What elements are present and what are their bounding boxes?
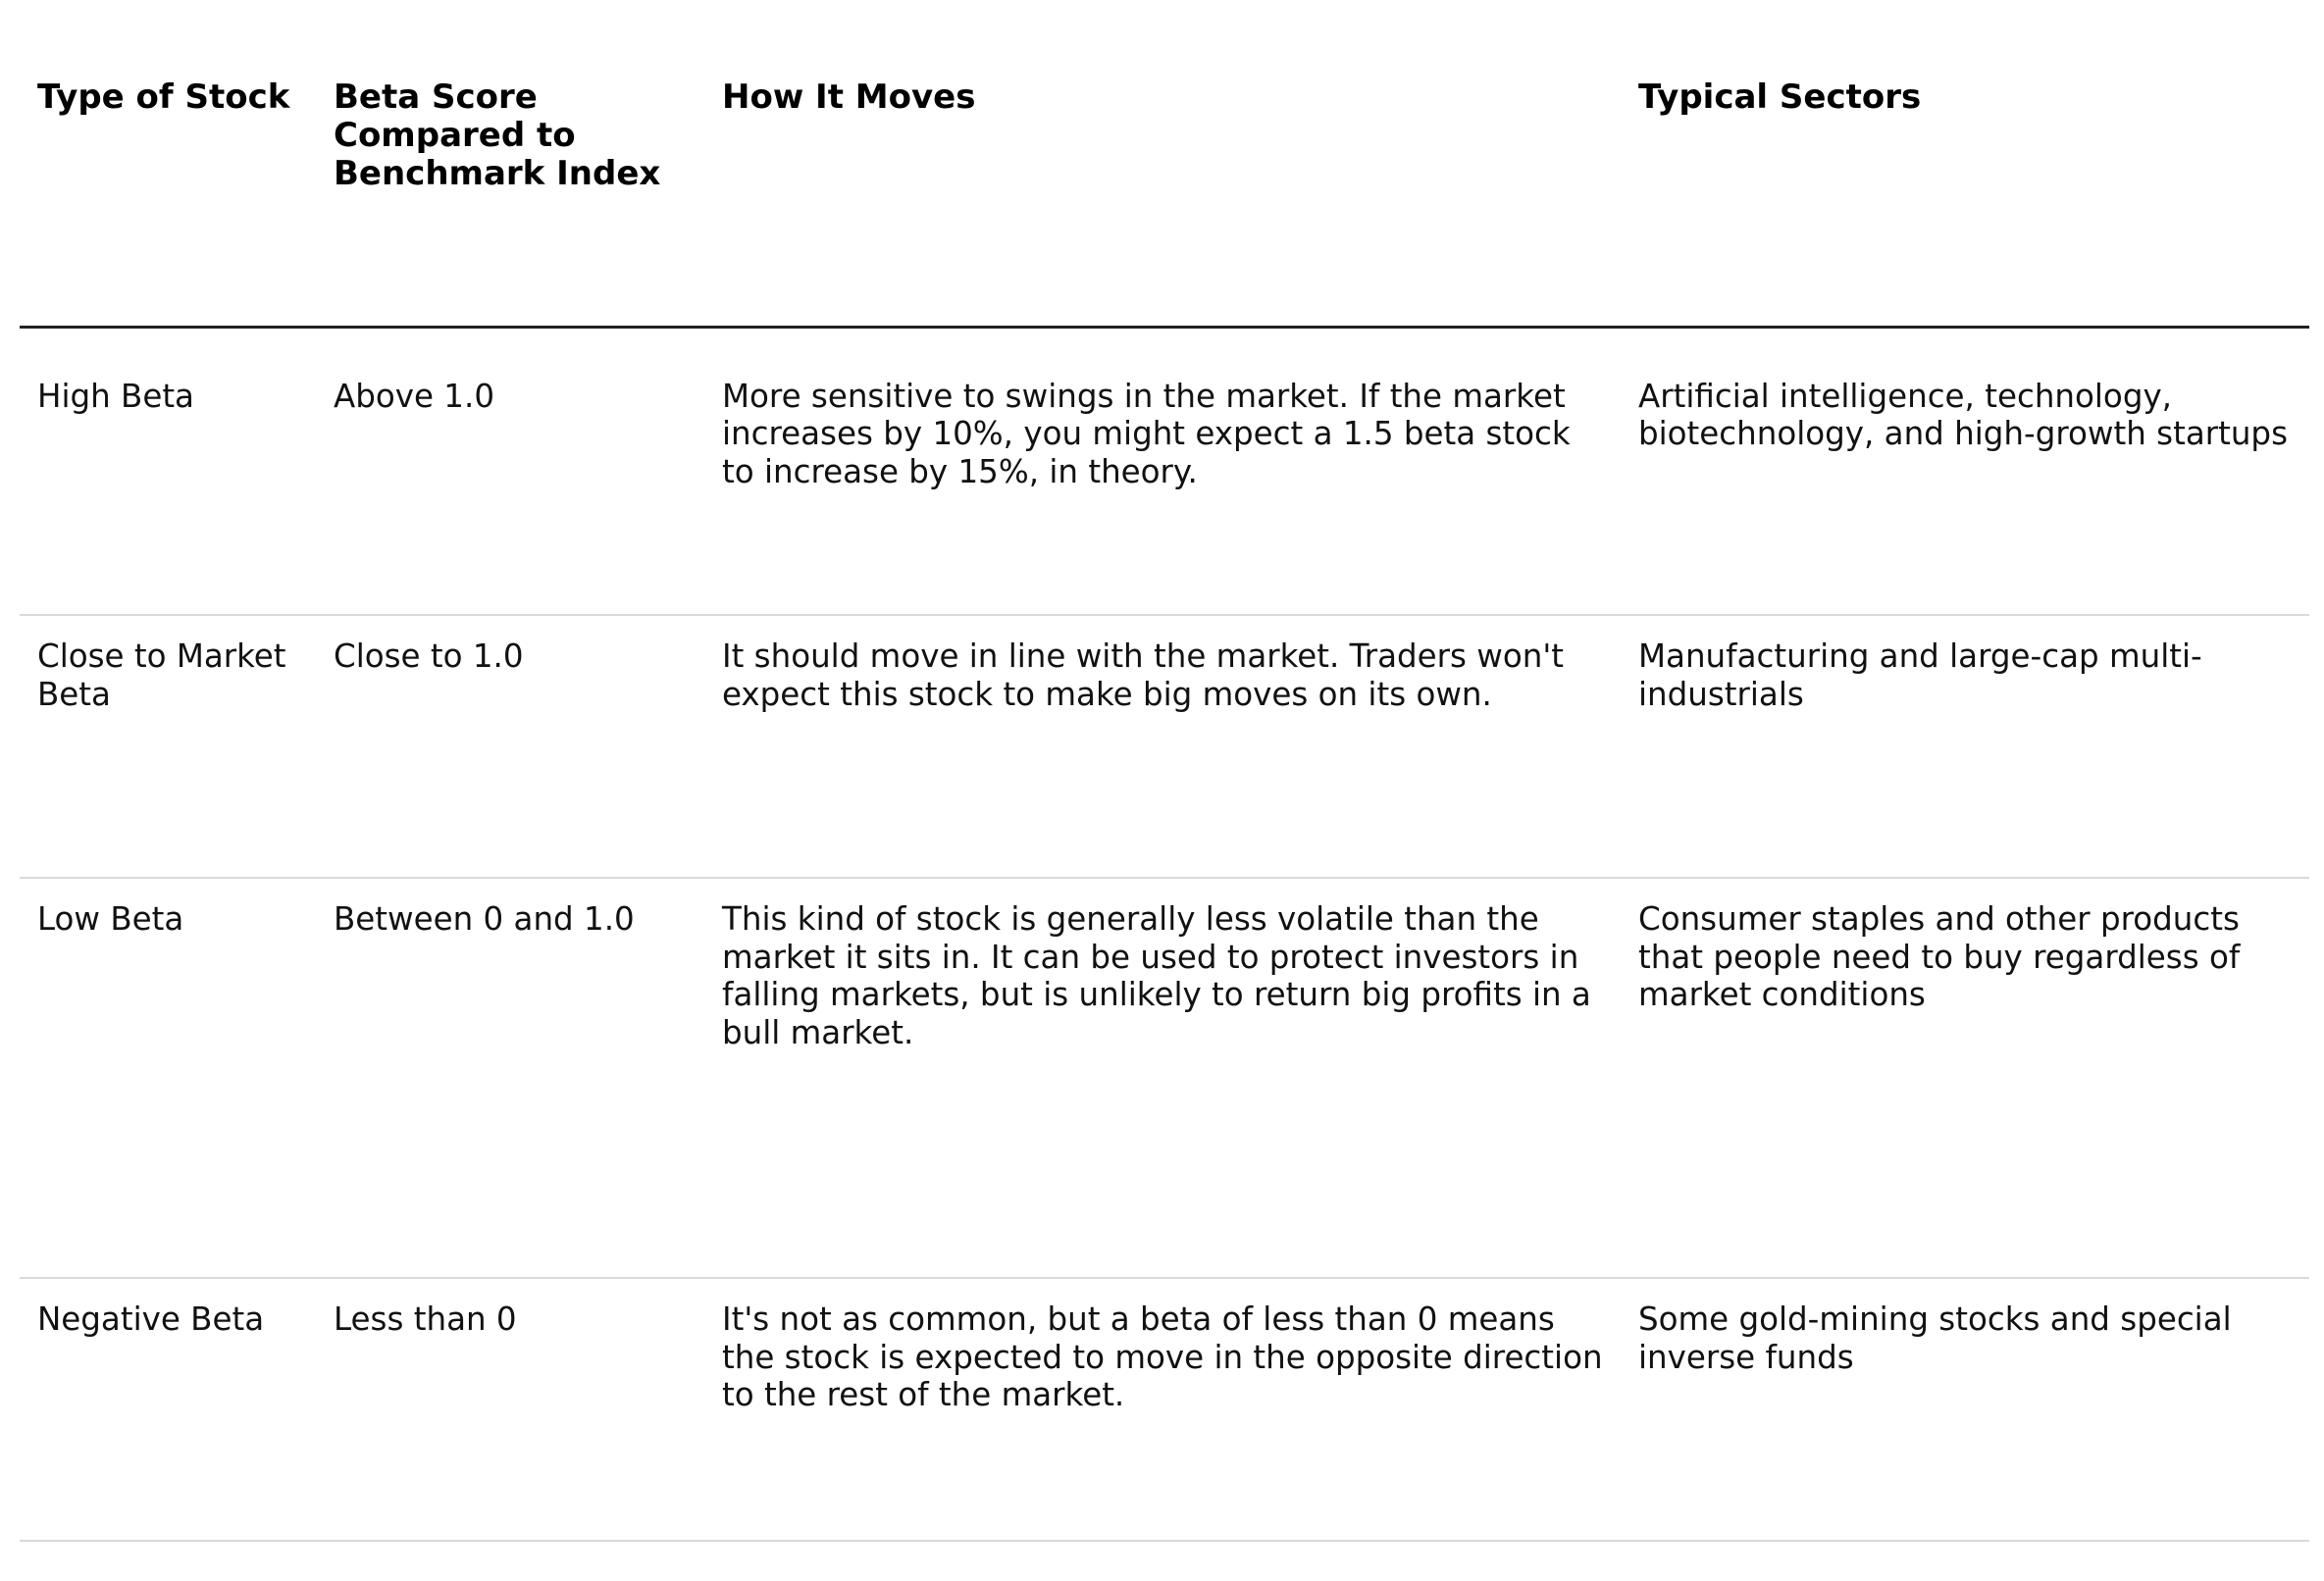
header-typical-sectors: Typical Sectors [1621,0,2309,327]
header-beta-score: Beta Score Compared to Benchmark Index [316,0,704,327]
cell-typical-sectors: Some gold-mining stocks and special inverse funds [1621,1278,2309,1541]
cell-typical-sectors: Manufacturing and large-cap multi-industrials [1621,615,2309,878]
cell-beta-score: Less than 0 [316,1278,704,1541]
cell-how-it-moves: This kind of stock is generally less volatile than the market it sits in. It can be used to protect investors in falling markets, but is unlikely to return big profits in a bull market. [704,878,1621,1278]
cell-type: Negative Beta [20,1278,316,1541]
beta-comparison-table [20,0,2309,1542]
table-row [20,1278,2309,1541]
cell-typical-sectors: Consumer staples and other products that people need to buy regardless of market conditions [1621,878,2309,1278]
cell-how-it-moves: It's not as common, but a beta of less than 0 means the stock is expected to move in the opposite direction to the rest of the market. [704,1278,1621,1541]
header-type-of-stock: Type of Stock [20,0,316,327]
table-row [20,878,2309,1278]
cell-type: Low Beta [20,878,316,1278]
cell-beta-score: Close to 1.0 [316,615,704,878]
header-row [20,0,2309,327]
table-body [20,327,2309,1541]
cell-type: High Beta [20,327,316,615]
table-row [20,327,2309,615]
cell-beta-score: Between 0 and 1.0 [316,878,704,1278]
cell-how-it-moves: More sensitive to swings in the market. If the market increases by 10%, you might expect a 1.5 beta stock to increase by 15%, in theory. [704,327,1621,615]
table-header [20,0,2309,327]
beta-table-container [20,0,2309,1542]
cell-type: Close to Market Beta [20,615,316,878]
cell-beta-score: Above 1.0 [316,327,704,615]
cell-typical-sectors: Artificial intelligence, technology, biotechnology, and high-growth startups [1621,327,2309,615]
table-row [20,615,2309,878]
cell-how-it-moves: It should move in line with the market. Traders won't expect this stock to make big moves on its own. [704,615,1621,878]
header-how-it-moves: How It Moves [704,0,1621,327]
